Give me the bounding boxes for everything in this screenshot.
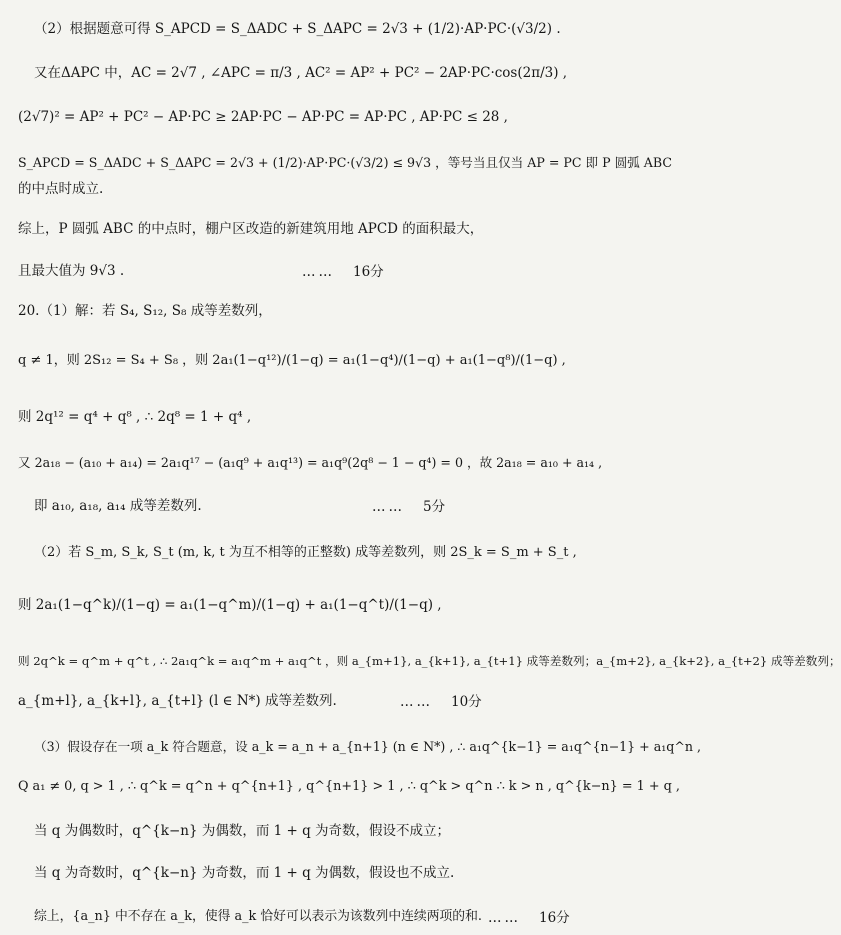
score: 5分	[423, 499, 446, 515]
line-midpoint: 的中点时成立.	[18, 181, 104, 197]
line-area-bound: S_APCD = S_ΔADC + S_ΔAPC = 2√3 + (1/2)·AP·PC·(√3/2) ≤ 9√3 ，等号当且仅当 AP = PC 即 P 圆弧 ABC	[18, 155, 672, 170]
line-q20-arith: 即 a₁₀, a₁₈, a₁₄ 成等差数列.	[34, 498, 202, 514]
line-q20-odd: 当 q 为奇数时，q^{k−n} 为奇数，而 1 + q 为偶数，假设也不成立.	[34, 865, 455, 881]
line-q20-terms: 又 2a₁₈ − (a₁₀ + a₁₄) = 2a₁q¹⁷ − (a₁q⁹ + a₁q¹³) = a₁q⁹(2q⁸ − 1 − q⁴) = 0 ，故 2a₁₈ = a₁₀ + a₁₄ ,	[18, 455, 603, 470]
line-q20-final: 综上，{a_n} 中不存在 a_k，使得 a_k 恰好可以表示为该数列中连续两项的和.	[34, 909, 482, 924]
score-marker	[372, 495, 445, 515]
line-inequality: (2√7)² = AP² + PC² − AP·PC ≥ 2AP·PC − AP·PC = AP·PC , AP·PC ≤ 28 ,	[18, 109, 508, 125]
line-q20-part1: 20.（1）解：若 S₄, S₁₂, S₈ 成等差数列，	[18, 303, 272, 319]
line-q20-even: 当 q 为偶数时，q^{k−n} 为偶数，而 1 + q 为奇数，假设不成立；	[34, 823, 451, 839]
line-q20-part2-general: a_{m+l}, a_{k+l}, a_{t+l} (l ∈ N*) 成等差数列.	[18, 693, 337, 709]
line-max-value: 且最大值为 9√3 .	[18, 263, 125, 279]
score-marker	[302, 260, 384, 280]
score: 16分	[539, 910, 570, 926]
score: 10分	[451, 694, 482, 710]
line-area-formula: （2）根据题意可得 S_APCD = S_ΔADC + S_ΔAPC = 2√3 + (1/2)·AP·PC·(√3/2) .	[34, 21, 561, 37]
line-q20-power: 则 2q¹² = q⁴ + q⁸ , ∴ 2q⁸ = 1 + q⁴ ,	[18, 409, 252, 425]
score: 16分	[353, 264, 384, 280]
score-marker	[400, 690, 482, 710]
dots: ……	[372, 499, 405, 515]
dots: ……	[400, 694, 433, 710]
line-q20-sum: q ≠ 1，则 2S₁₂ = S₄ + S₈ ，则 2a₁(1−q¹²)/(1−q) = a₁(1−q⁴)/(1−q) + a₁(1−q⁸)/(1−q) ,	[18, 353, 566, 368]
line-q20-part2: （2）若 S_m, S_k, S_t (m, k, t 为互不相等的正整数) 成等差数列，则 2S_k = S_m + S_t ,	[34, 545, 577, 560]
line-cosine-law: 又在ΔAPC 中，AC = 2√7 , ∠APC = π/3 , AC² = AP² + PC² − 2AP·PC·cos(2π/3) ,	[34, 65, 568, 81]
line-q20-part3: （3）假设存在一项 a_k 符合题意，设 a_k = a_n + a_{n+1} (n ∈ N*) , ∴ a₁q^{k−1} = a₁q^{n−1} + a₁q^n ,	[34, 739, 702, 754]
line-q20-part2-terms: 则 2q^k = q^m + q^t , ∴ 2a₁q^k = a₁q^m + a₁q^t ，则 a_{m+1}, a_{k+1}, a_{t+1} 成等差数列；a_{m+2}, a_{k+2}, a_{t+2} 成等差数列；	[18, 654, 841, 668]
line-conclusion: 综上，P 圆弧 ABC 的中点时，棚户区改造的新建筑用地 APCD 的面积最大，	[18, 221, 484, 237]
line-q20-part2-sum: 则 2a₁(1−q^k)/(1−q) = a₁(1−q^m)/(1−q) + a₁(1−q^t)/(1−q) ,	[18, 597, 442, 613]
dots: ……	[302, 264, 335, 280]
line-q20-part3-proof: Q a₁ ≠ 0, q > 1 , ∴ q^k = q^n + q^{n+1} , q^{n+1} > 1 , ∴ q^k > q^n ∴ k > n , q^{k−n} = 1 + q ,	[18, 779, 680, 794]
score-marker	[488, 906, 570, 926]
dots: ……	[488, 910, 521, 926]
